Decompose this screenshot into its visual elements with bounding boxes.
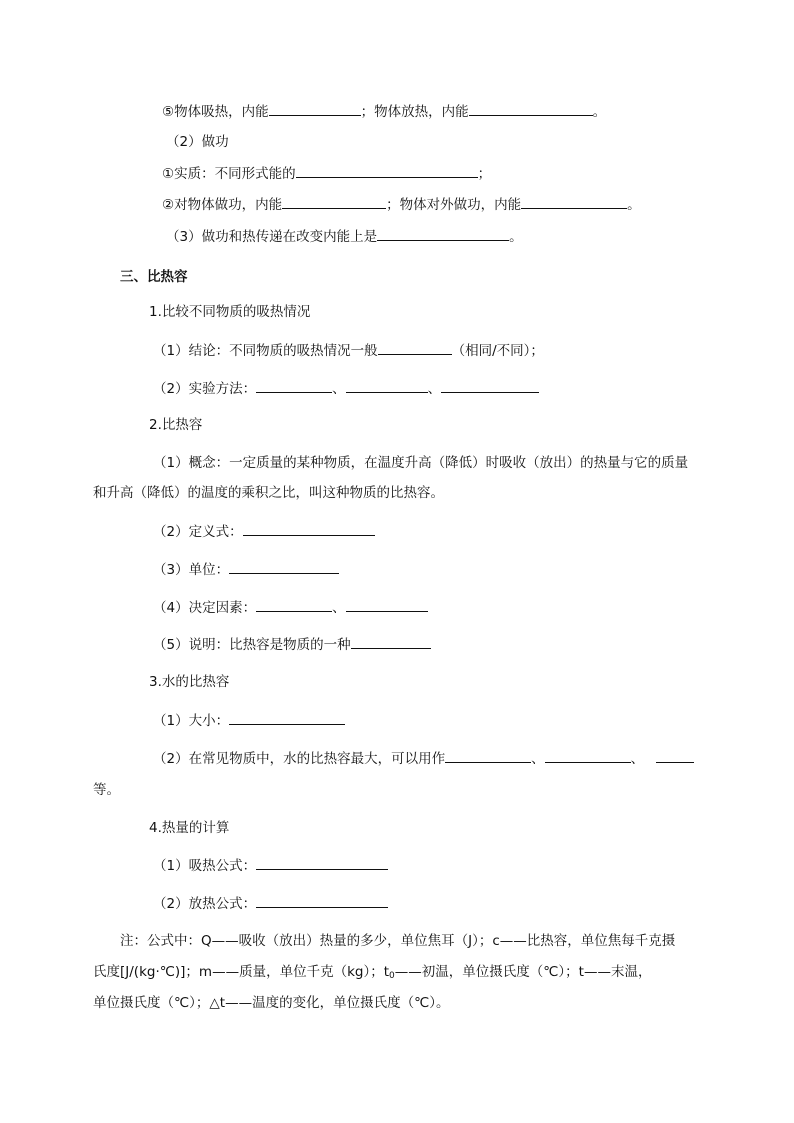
text: （1）结论：不同物质的吸热情况一般 xyxy=(153,343,378,359)
text: 、 xyxy=(332,381,346,397)
text: 氏度[J/(kg·℃)]；m——质量，单位千克（kg）；t xyxy=(93,964,390,980)
subheading-work: （2）做功 xyxy=(166,134,229,150)
fill-blank[interactable] xyxy=(229,559,339,574)
text: 、 xyxy=(332,600,346,616)
fill-blank[interactable] xyxy=(545,748,631,763)
text: （3）单位： xyxy=(153,562,230,578)
text: ⑤物体吸热，内能 xyxy=(162,104,269,120)
fill-blank[interactable] xyxy=(346,378,428,393)
fill-blank[interactable] xyxy=(445,748,531,763)
text: 、 xyxy=(531,751,545,767)
text: 、 xyxy=(427,381,442,397)
text: ； xyxy=(477,166,492,182)
text: ——初温，单位摄氏度（℃）；t——末温， xyxy=(394,964,652,980)
line-release-formula xyxy=(153,893,388,914)
fill-blank[interactable] xyxy=(256,378,332,393)
formula-note: 单位摄氏度（℃）；△t——温度的变化，单位摄氏度（℃）。 xyxy=(93,995,450,1011)
text: （1）吸热公式： xyxy=(153,858,257,874)
fill-blank[interactable] xyxy=(269,101,361,116)
line-note xyxy=(153,634,431,655)
fill-blank[interactable] xyxy=(521,194,627,209)
line-conclusion xyxy=(153,340,544,361)
text: （3）做功和热传递在改变内能上是 xyxy=(166,229,378,245)
line-work-internal-energy xyxy=(162,194,641,215)
text: （2）实验方法： xyxy=(153,381,257,397)
fill-blank[interactable] xyxy=(296,163,478,178)
text: ；物体对外做功，内能 xyxy=(386,197,522,213)
fill-blank[interactable] xyxy=(229,710,345,725)
subsection-title: 4.热量的计算 xyxy=(149,820,230,836)
text: 。 xyxy=(509,229,523,245)
text: （5）说明：比热容是物质的一种 xyxy=(153,637,351,653)
fill-blank[interactable] xyxy=(256,855,388,870)
fill-blank[interactable] xyxy=(656,748,694,763)
line-internal-energy-heat xyxy=(162,101,606,122)
fill-blank[interactable] xyxy=(441,378,539,393)
fill-blank[interactable] xyxy=(256,893,388,908)
concept-text: 和升高（降低）的温度的乘积之比，叫这种物质的比热容。 xyxy=(93,485,444,501)
fill-blank[interactable] xyxy=(378,340,452,355)
fill-blank[interactable] xyxy=(377,226,509,241)
section-heading-specific-heat: 三、比热容 xyxy=(120,269,188,285)
fill-blank[interactable] xyxy=(243,521,375,536)
text: （相同/不同）； xyxy=(451,343,544,359)
text: 等。 xyxy=(93,782,120,798)
subsection-title: 2.比热容 xyxy=(149,417,203,433)
line-magnitude xyxy=(153,710,345,731)
concept-text: （1）概念：一定质量的某种物质，在温度升高（降低）时吸收（放出）的热量与它的质量 xyxy=(153,455,689,471)
line-absorb-formula xyxy=(153,855,388,876)
fill-blank[interactable] xyxy=(346,597,428,612)
line-definition xyxy=(153,521,375,542)
text: （2）放热公式： xyxy=(153,896,257,912)
line-water-uses xyxy=(153,748,694,769)
text: （4）决定因素： xyxy=(153,600,257,616)
formula-note xyxy=(93,962,651,986)
line-experiment-method xyxy=(153,378,539,399)
subsection-title: 3.水的比热容 xyxy=(149,674,230,690)
text: ②对物体做功，内能 xyxy=(162,197,283,213)
line-unit xyxy=(153,559,339,580)
formula-note: 注：公式中：Q——吸收（放出）热量的多少，单位焦耳（J）；c——比热容，单位焦每千克摄 xyxy=(120,933,676,949)
text: （1）大小： xyxy=(153,713,230,729)
subsection-title: 1.比较不同物质的吸热情况 xyxy=(149,304,311,320)
text: 、 xyxy=(630,751,645,767)
fill-blank[interactable] xyxy=(256,597,332,612)
fill-blank[interactable] xyxy=(351,634,431,649)
text: 。 xyxy=(592,104,607,120)
fill-blank[interactable] xyxy=(469,101,593,116)
text: 。 xyxy=(627,197,641,213)
fill-blank[interactable] xyxy=(282,194,386,209)
text: ①实质：不同形式能的 xyxy=(162,166,296,182)
line-work-essence xyxy=(162,163,491,184)
text: （2）在常见物质中，水的比热容最大，可以用作 xyxy=(153,751,446,767)
subscript: 0 xyxy=(389,971,395,981)
text: ；物体放热，内能 xyxy=(360,104,469,120)
text: （2）定义式： xyxy=(153,524,243,540)
line-equivalence xyxy=(166,226,523,247)
line-factors xyxy=(153,597,428,618)
